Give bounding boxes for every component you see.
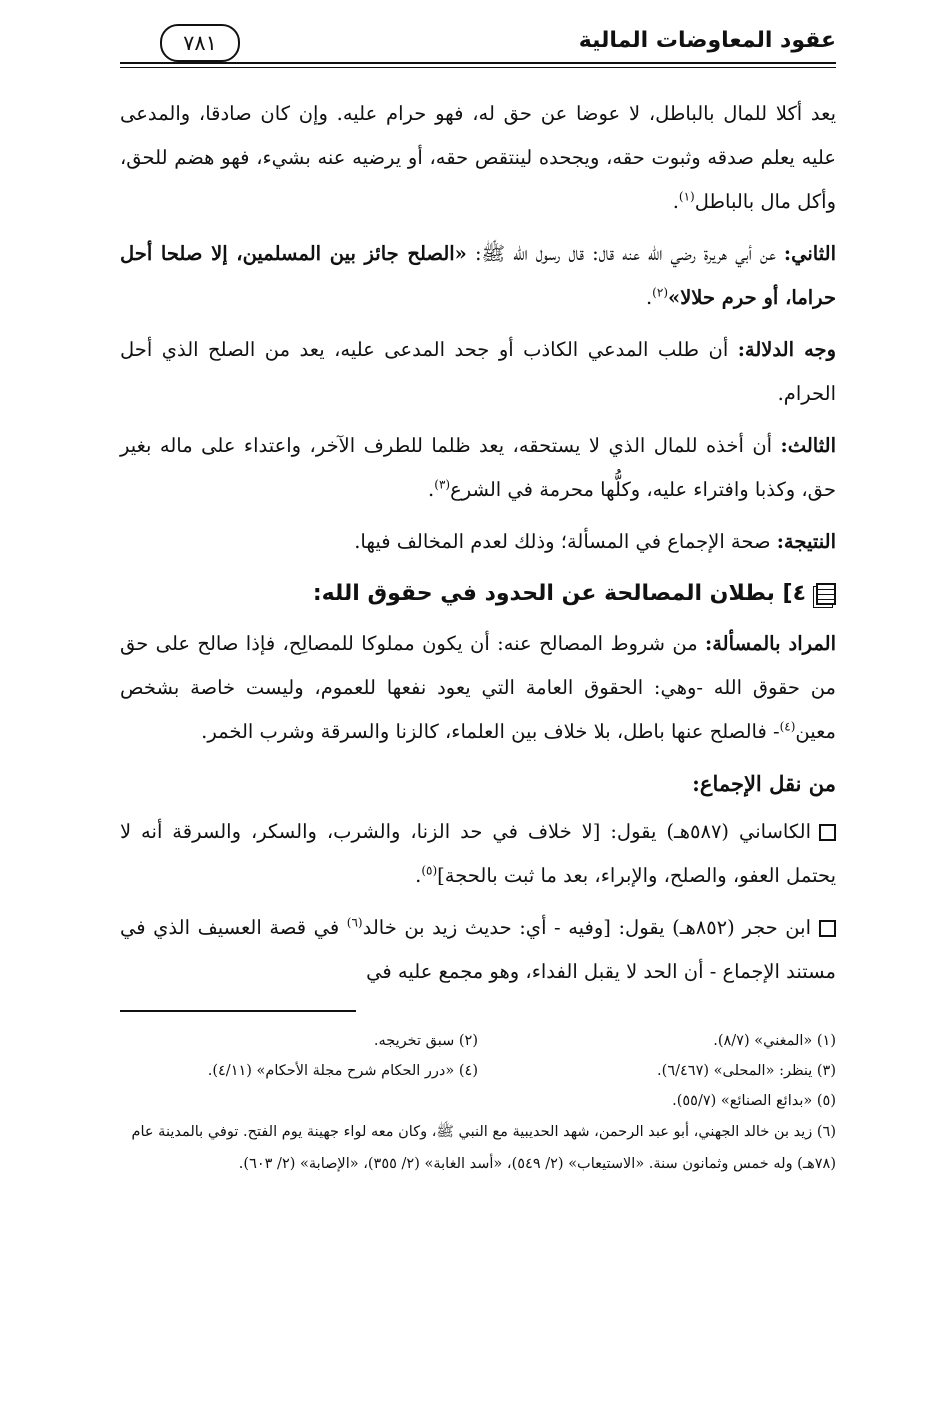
page-header: [120, 18, 836, 72]
footnote-ref: (٣): [434, 477, 451, 492]
lead-term: الثاني:: [783, 242, 836, 265]
paragraph-issue: المراد بالمسألة: من شروط المصالح عنه: أن يكون مملوكا للمصالِح، فإذا صالح على حق من حقوق الله -وهي: الحقوق العامة التي يعود نفعها للعموم، وليست خاصة بشخص معين$^{(٤)}$- فالصلح عنها باطل، بلا خلاف بين العلماء، كالزنا والسرقة وشرب الخمر.: [120, 632, 836, 743]
footnote-separator: [120, 1010, 356, 1012]
header-rule: [120, 62, 836, 64]
footnote-3: (٣) ينظر: «المحلى» (٦/٤٦٧).: [657, 1063, 836, 1079]
paragraph-third-evidence: الثالث: أن أخذه للمال الذي لا يستحقه، يعد ظلما للطرف الآخر، واعتداء على ماله بغير حق، وكذبا وافتراء عليه، وكلُّها محرمة في الشرع$^{(٣)}$.: [120, 434, 836, 501]
footnote-5: (٥) «بدائع الصنائع» (٥٥/٧).: [672, 1093, 836, 1109]
quote-kasani: الكاساني (٥٨٧هـ) يقول: [لا خلاف في حد الزنا، والشرب، والسكر، والسرقة أنه لا يحتمل العفو، والصلح، والإبراء، بعد ما ثبت بالحجة]$^{(٥)}$.: [120, 820, 836, 887]
document-icon: [816, 583, 836, 605]
running-title: عقود المعاوضات المالية: [578, 28, 836, 53]
sub-heading-consensus: من نقل الإجماع:: [692, 771, 836, 796]
lead-term: النتيجة:: [776, 530, 836, 553]
footnote-ref: (٥): [421, 863, 438, 878]
footnote-ref: (٦): [346, 915, 363, 930]
lead-term: وجه الدلالة:: [737, 338, 836, 361]
footnote-ref: (٤): [779, 719, 796, 734]
paragraph-1: يعد أكلا للمال بالباطل، لا عوضا عن حق له، فهو حرام عليه. وإن كان صادقا، والمدعى عليه يعلم صدقه وثبوت حقه، ويجحده لينتقص حقه، أو يرضيه عنه بشيء، فهو هضم للحق، وأكل مال بالباطل$^{(١)}$.: [120, 102, 837, 213]
header-rule-thin: [120, 67, 836, 68]
lead-term: الثالث:: [780, 434, 836, 457]
footnote-6: (٦) زيد بن خالد الجهني، أبو عبد الرحمن، شهد الحديبية مع النبي ﷺ، وكان معه لواء جهينة يوم الفتح. توفي بالمدينة عام (٧٨هـ) وله خمس وثمانون سنة. «الاستيعاب» (٢/ ٥٤٩)، «أسد الغابة» (٢/ ٣٥٥)، «الإصابة» (٢/ ٦٠٣).: [131, 1124, 836, 1172]
lead-term: المراد بالمسألة:: [705, 632, 836, 655]
footnote-2: (٢) سبق تخريجه.: [373, 1033, 478, 1049]
paragraph-evidence-point: وجه الدلالة: أن طلب المدعي الكاذب أو جحد المدعى عليه، يعد من الصلح الذي أحل الحرام.: [120, 338, 836, 405]
paragraph-result: النتيجة: صحة الإجماع في المسألة؛ وذلك لعدم المخالف فيها.: [354, 530, 836, 553]
footnote-1: (١) «المغني» (٨/٧).: [713, 1033, 836, 1049]
footnote-ref: (١): [678, 189, 695, 204]
section-heading: ٤] بطلان المصالحة عن الحدود في حقوق الله:: [120, 572, 836, 616]
quote-ibn-hajar: ابن حجر (٨٥٢هـ) يقول: [وفيه - أي: حديث زيد بن خالد$^{(٦)}$ في قصة العسيف الذي في مستند الإجماع - أن الحد لا يقبل الفداء، وهو مجمع عليه في: [120, 915, 836, 983]
footnote-4: (٤) «درر الحكام شرح مجلة الأحكام» (٤/١١).: [207, 1063, 478, 1079]
paragraph-second-evidence: الثاني: عن أبي هريرة رضي الله عنه قال: قال رسول الله ﷺ: «الصلح جائز بين المسلمين، إلا صلحا أحل حراما، أو حرم حلالا»$^{(٢)}$.: [120, 242, 836, 309]
book-page: [120, 18, 836, 1180]
footnotes: [120, 1026, 836, 1180]
checkbox-bullet-icon: [819, 824, 836, 841]
page-number: ٧٨١: [160, 24, 240, 62]
checkbox-bullet-icon: [819, 920, 836, 937]
page-body: [120, 92, 836, 994]
footnote-ref: (٢): [652, 285, 668, 300]
hadith-text: «الصلح جائز بين المسلمين، إلا صلحا أحل حراما، أو حرم حلالا»: [120, 242, 836, 309]
